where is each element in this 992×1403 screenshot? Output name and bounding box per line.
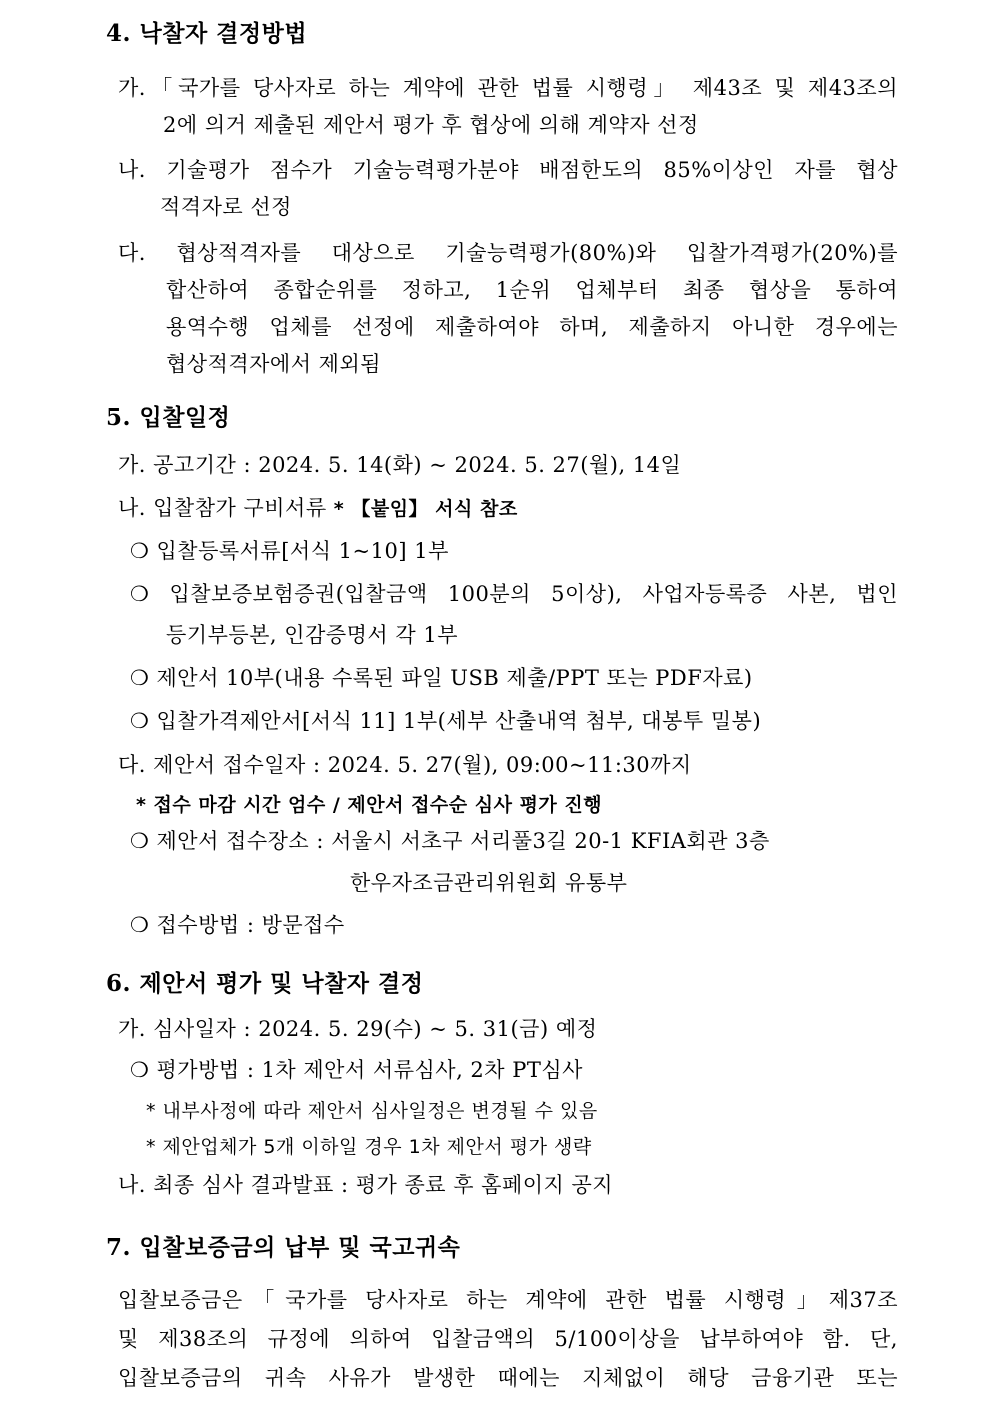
s4-line-ga-cont: 2에 의거 제출된 제안서 평가 후 협상에 의해 계약자 선정 bbox=[163, 113, 699, 137]
attachment-note: * 【붙임】 서식 참조 bbox=[333, 498, 518, 520]
s4-line-da-cont3: 협상적격자에서 제외됨 bbox=[166, 352, 382, 376]
section-6-heading: 6. 제안서 평가 및 낙찰자 결정 bbox=[106, 970, 424, 997]
s6-line-ga: 가. 심사일자 : 2024. 5. 29(수) ~ 5. 31(금) 예정 bbox=[118, 1017, 598, 1041]
s4-line-da-cont2: 용역수행 업체를 선정에 제출하여야 하며, 제출하지 아니한 경우에는 bbox=[166, 315, 898, 339]
s6-line-na: 나. 최종 심사 결과발표 : 평가 종료 후 홈페이지 공지 bbox=[118, 1173, 614, 1197]
s5-bullet-2: ❍ 입찰보증보험증권(입찰금액 100분의 5이상), 사업자등록증 사본, 법인 bbox=[130, 582, 898, 606]
s4-line-ga: 가.「국가를 당사자로 하는 계약에 관한 법률 시행령」 제43조 및 제43조의 bbox=[118, 76, 898, 100]
s4-line-da: 다. 협상적격자를 대상으로 기술능력평가(80%)와 입찰가격평가(20%)를 bbox=[118, 241, 898, 265]
s6-bullet-1: ❍ 평가방법 : 1차 제안서 서류심사, 2차 PT심사 bbox=[130, 1058, 583, 1082]
s6-note-2: * 제안업체가 5개 이하일 경우 1차 제안서 평가 생략 bbox=[146, 1136, 592, 1158]
s5-bullet-5-cont: 한우자조금관리위원회 유통부 bbox=[350, 871, 628, 895]
s6-note-1: * 내부사정에 따라 제안서 심사일정은 변경될 수 있음 bbox=[146, 1100, 598, 1122]
section-7-heading: 7. 입찰보증금의 납부 및 국고귀속 bbox=[106, 1234, 461, 1261]
s4-line-na-cont: 적격자로 선정 bbox=[160, 195, 292, 219]
s5-deadline-note: * 접수 마감 시간 엄수 / 제안서 접수순 심사 평가 진행 bbox=[136, 794, 603, 816]
s5-line-na-text: 나. 입찰참가 구비서류 bbox=[118, 496, 327, 520]
s4-line-da-cont1: 합산하여 종합순위를 정하고, 1순위 업체부터 최종 협상을 통하여 bbox=[166, 278, 898, 302]
s5-line-da: 다. 제안서 접수일자 : 2024. 5. 27(월), 09:00~11:30까지 bbox=[118, 753, 692, 777]
section-5-heading: 5. 입찰일정 bbox=[106, 404, 231, 431]
s5-bullet-2-cont: 등기부등본, 인감증명서 각 1부 bbox=[166, 623, 458, 647]
s5-bullet-1: ❍ 입찰등록서류[서식 1~10] 1부 bbox=[130, 539, 449, 563]
s5-bullet-5: ❍ 제안서 접수장소 : 서울시 서초구 서리풀3길 20-1 KFIA회관 3층 bbox=[130, 829, 770, 853]
s4-line-na: 나. 기술평가 점수가 기술능력평가분야 배점한도의 85%이상인 자를 협상 bbox=[118, 158, 898, 182]
s5-bullet-6: ❍ 접수방법 : 방문접수 bbox=[130, 913, 345, 937]
s7-line-3: 입찰보증금의 귀속 사유가 발생한 때에는 지체없이 해당 금융기관 또는 bbox=[118, 1366, 898, 1390]
s7-line-2: 및 제38조의 규정에 의하여 입찰금액의 5/100이상을 납부하여야 함. 단, bbox=[118, 1327, 898, 1351]
s7-line-1: 입찰보증금은「국가를 당사자로 하는 계약에 관한 법률 시행령」제37조 bbox=[118, 1288, 898, 1312]
section-4-heading: 4. 낙찰자 결정방법 bbox=[106, 20, 308, 47]
s5-bullet-4: ❍ 입찰가격제안서[서식 11] 1부(세부 산출내역 첨부, 대봉투 밀봉) bbox=[130, 709, 762, 733]
s5-bullet-3: ❍ 제안서 10부(내용 수록된 파일 USB 제출/PPT 또는 PDF자료) bbox=[130, 666, 753, 690]
s5-line-ga: 가. 공고기간 : 2024. 5. 14(화) ~ 2024. 5. 27(월), 14일 bbox=[118, 453, 682, 477]
s5-line-na bbox=[118, 494, 518, 523]
